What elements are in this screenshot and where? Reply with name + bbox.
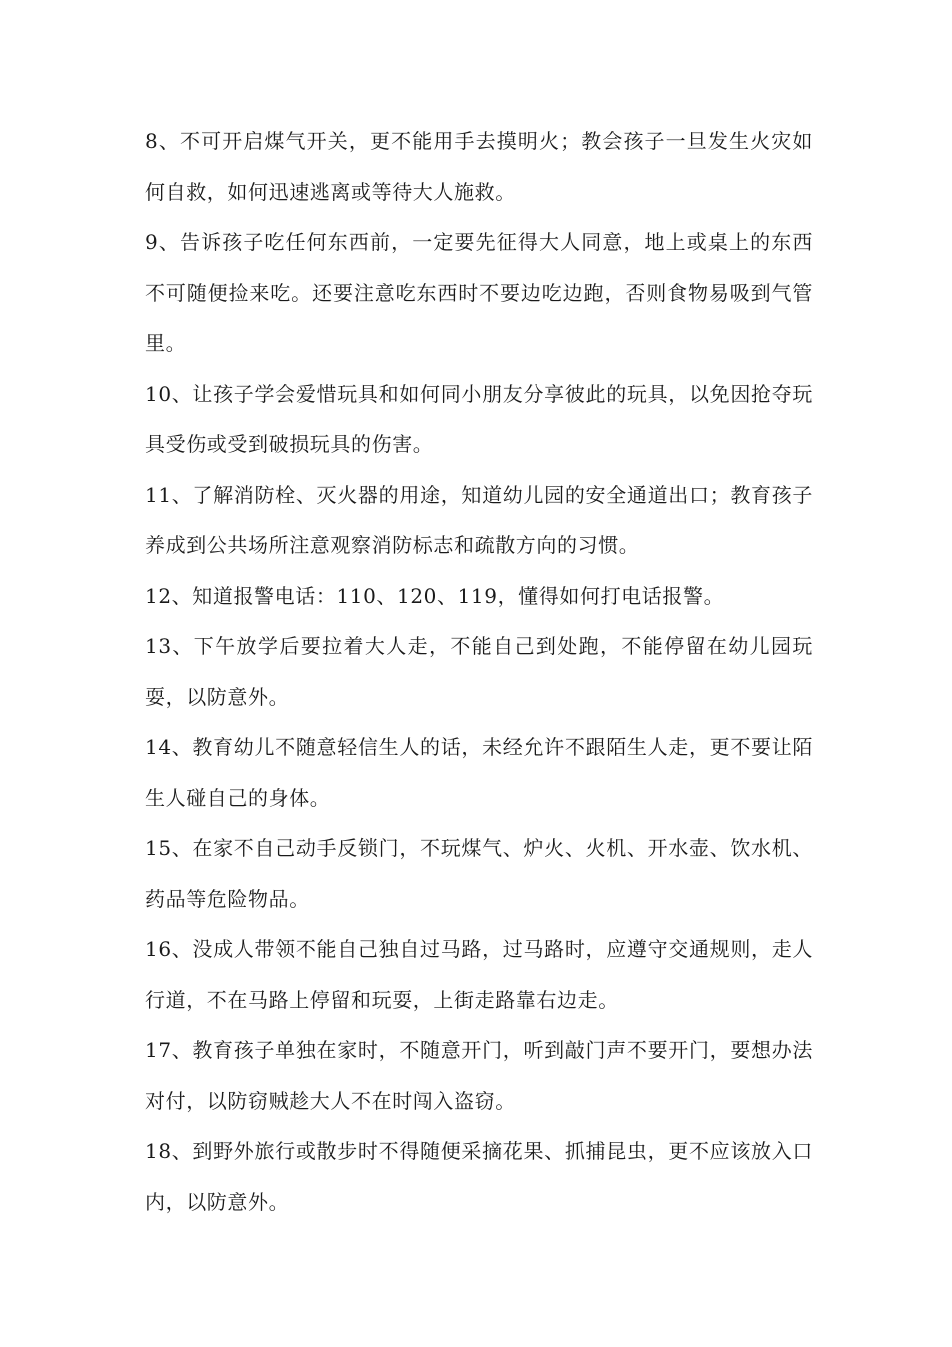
paragraph-item-10: 10、让孩子学会爱惜玩具和如何同小朋友分享彼此的玩具，以免因抢夺玩具受伤或受到破损玩具的伤害。 (145, 381, 813, 456)
paragraph-item-15: 15、在家不自己动手反锁门，不玩煤气、炉火、火机、开水壶、饮水机、药品等危险物品。 (145, 836, 813, 911)
paragraph-item-17: 17、教育孩子单独在家时，不随意开门，听到敲门声不要开门，要想办法对付，以防窃贼趁大人不在时闯入盗窃。 (145, 1038, 813, 1113)
document-body (145, 116, 813, 1227)
paragraph-item-12: 12、知道报警电话：110、120、119，懂得如何打电话报警。 (145, 583, 725, 608)
paragraph-item-16: 16、没成人带领不能自己独自过马路，过马路时，应遵守交通规则，走人行道，不在马路上停留和玩耍，上街走路靠右边走。 (145, 937, 813, 1012)
paragraph-item-18: 18、到野外旅行或散步时不得随便采摘花果、抓捕昆虫，更不应该放入口内，以防意外。 (145, 1139, 813, 1214)
paragraph-item-8: 8、不可开启煤气开关，更不能用手去摸明火；教会孩子一旦发生火灾如何自救，如何迅速逃离或等待大人施救。 (145, 129, 813, 204)
paragraph-item-11: 11、了解消防栓、灭火器的用途，知道幼儿园的安全通道出口；教育孩子养成到公共场所注意观察消防标志和疏散方向的习惯。 (145, 482, 813, 557)
paragraph-item-14: 14、教育幼儿不随意轻信生人的话，未经允许不跟陌生人走，更不要让陌生人碰自己的身体。 (145, 735, 813, 810)
paragraph-item-9: 9、告诉孩子吃任何东西前，一定要先征得大人同意，地上或桌上的东西不可随便捡来吃。还要注意吃东西时不要边吃边跑，否则食物易吸到气管里。 (145, 230, 813, 355)
paragraph-item-13: 13、下午放学后要拉着大人走，不能自己到处跑，不能停留在幼儿园玩耍，以防意外。 (145, 634, 813, 709)
